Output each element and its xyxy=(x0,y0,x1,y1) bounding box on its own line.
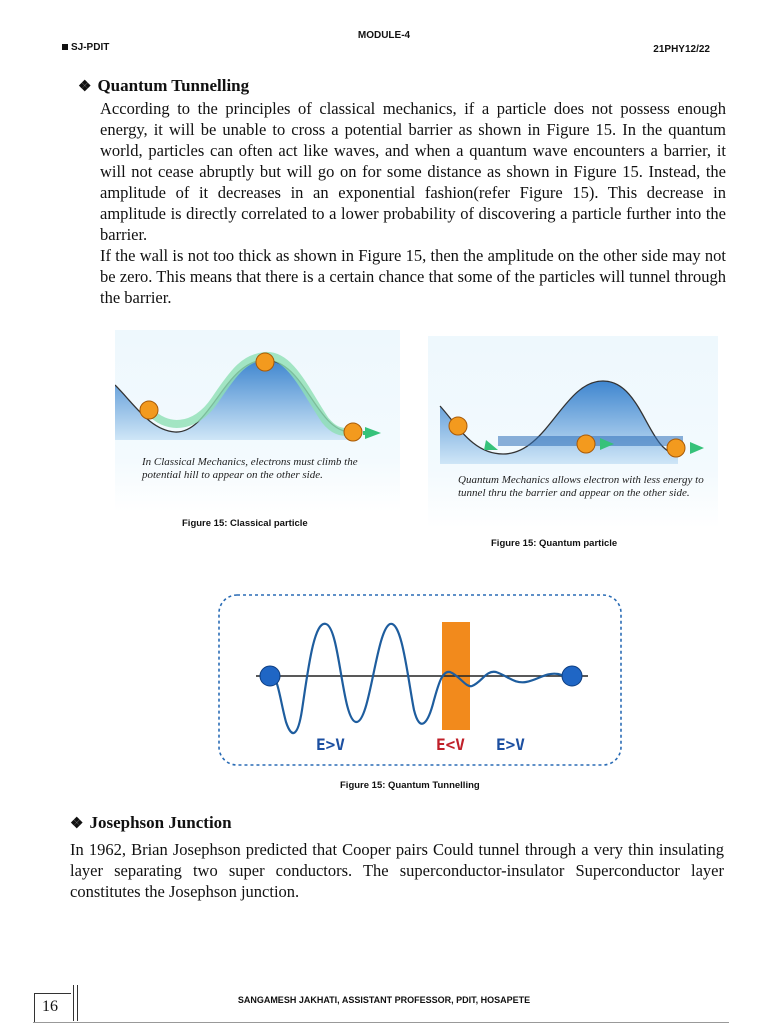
josephson-paragraph: In 1962, Brian Josephson predicted that Cooper pairs Could tunnel through a very thin insulating layer separating two super conductors. The superconductor-insulator Superconductor layer constitutes the Josephson junction. xyxy=(70,840,724,901)
heading-text: Quantum Tunnelling xyxy=(97,76,250,95)
arrow-down-icon xyxy=(484,440,498,450)
figure-classical-particle xyxy=(115,330,400,512)
classical-particle-illustration xyxy=(115,330,400,512)
diamond-bullet-icon: ❖ xyxy=(70,816,84,832)
page-number-text: 16 xyxy=(42,998,58,1015)
module-title: MODULE-4 xyxy=(357,30,411,41)
footer-author: SANGAMESH JAKHATI, ASSISTANT PROFESSOR, PDIT, HOSAPETE xyxy=(237,995,531,1005)
particle-left xyxy=(260,666,280,686)
course-code: 21PHY12/22 xyxy=(653,44,710,55)
label-mid: E<V xyxy=(436,735,465,754)
wave-function xyxy=(271,624,576,733)
potential-barrier xyxy=(440,381,678,464)
heading-text: Josephson Junction xyxy=(89,813,232,832)
label-right: E>V xyxy=(496,735,525,754)
caption-classical: Figure 15: Classical particle xyxy=(182,518,308,529)
particle-top xyxy=(256,353,274,371)
particle-start xyxy=(449,417,467,435)
particle-right xyxy=(562,666,582,686)
section-heading-quantum-tunnelling xyxy=(78,76,249,96)
section-heading-josephson-junction xyxy=(70,813,232,833)
classical-note: In Classical Mechanics, electrons must climb the potential hill to appear on the other side. xyxy=(142,456,358,481)
particle-start xyxy=(140,401,158,419)
footer-rule xyxy=(33,1022,729,1023)
institution-label xyxy=(62,42,109,53)
arrow-right-icon xyxy=(690,442,704,454)
particle-tunnelling xyxy=(577,435,595,453)
figure-quantum-tunnelling xyxy=(216,590,624,770)
diamond-bullet-icon: ❖ xyxy=(78,79,92,95)
caption-tunnelling: Figure 15: Quantum Tunnelling xyxy=(340,780,480,791)
label-left: E>V xyxy=(316,735,345,754)
tunnelling-paragraph-2: If the wall is not too thick as shown in Figure 15, then the amplitude on the other side may not be zero. This means that there is a certain chance that some of the particles will tunnel through the barrier. xyxy=(100,246,726,307)
tunnelling-paragraph-1: According to the principles of classical mechanics, if a particle does not possess enough energy, it will be unable to cross a potential barrier as shown in Figure 15. In the quantum world, particles can often act like waves, and when a quantum wave encounters a barrier, it will not cease abruptly but will go on for some distance as shown in Figure 15. Instead, the amplitude of it decreases in an exponential fashion(refer Figure 15). This decrease in amplitude is directly correlated to a lower probability of discovering a particle further into the barrier. xyxy=(100,99,726,244)
square-bullet-icon xyxy=(62,44,68,50)
particle-end xyxy=(667,439,685,457)
quantum-note: Quantum Mechanics allows electron with less energy to tunnel thru the barrier and appear on the other side. xyxy=(458,474,704,499)
tunnelling-wave-illustration xyxy=(216,590,624,770)
particle-end xyxy=(344,423,362,441)
caption-quantum: Figure 15: Quantum particle xyxy=(491,538,618,549)
institution-text: SJ-PDIT xyxy=(71,42,110,53)
